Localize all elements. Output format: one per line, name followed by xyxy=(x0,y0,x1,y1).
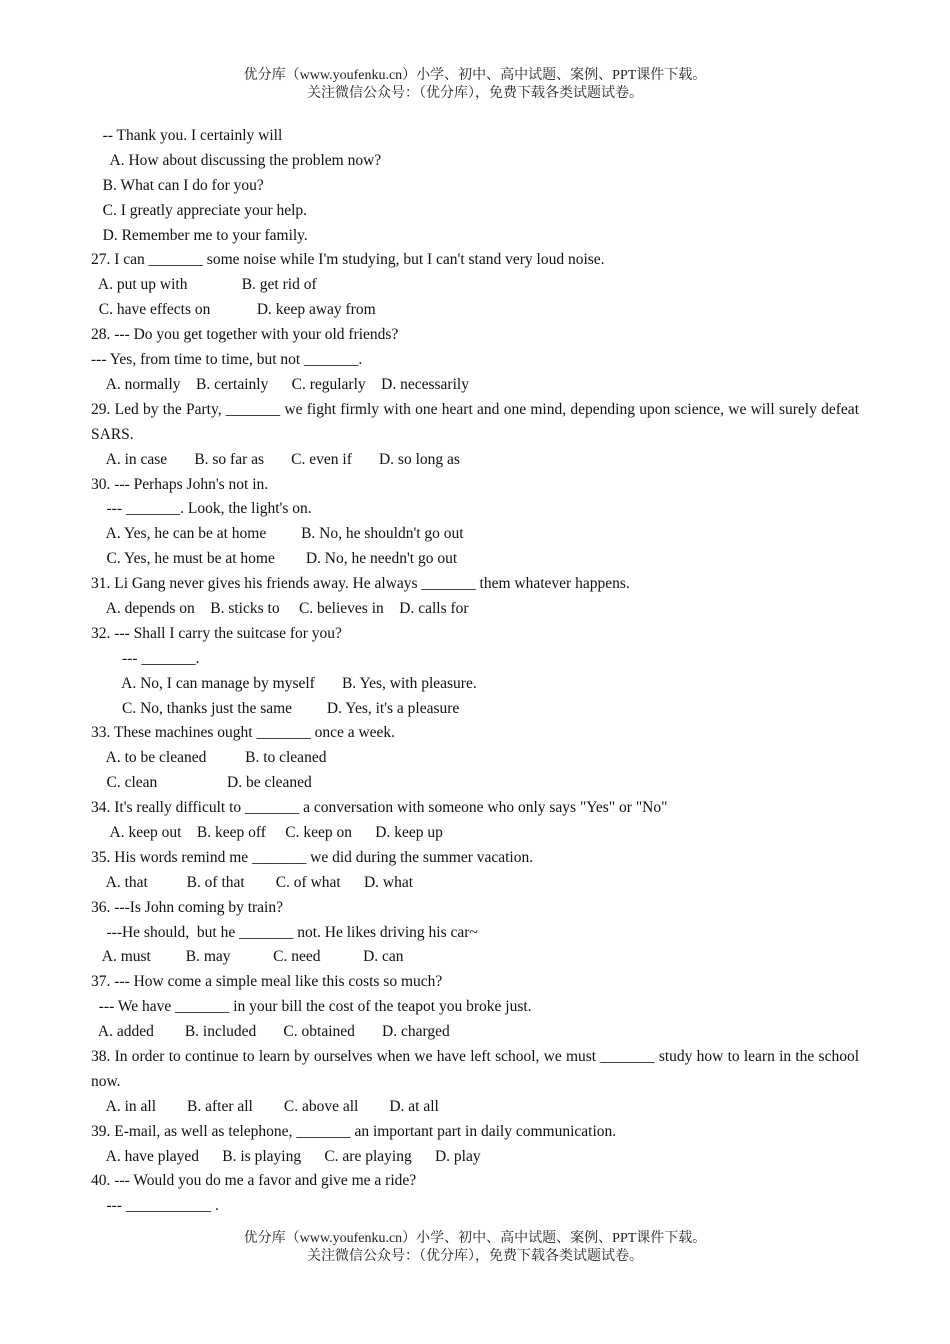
text-line: --- ___________ . xyxy=(91,1197,219,1215)
header-line-1: 优分库（www.youfenku.cn）小学、初中、高中试题、案例、PPT课件下载。 xyxy=(243,68,707,83)
options-line: C. No, thanks just the same D. Yes, it's a pleasure xyxy=(91,699,460,717)
text-line: D. Remember me to your family. xyxy=(91,226,308,244)
text-line: --- Yes, from time to time, but not _______. xyxy=(91,351,363,369)
question-36: 36. ---Is John coming by train? xyxy=(91,898,283,916)
options-line: C. Yes, he must be at home D. No, he needn't go out xyxy=(91,550,458,568)
text-line: ---He should, but he _______ not. He likes driving his car~ xyxy=(91,923,478,941)
question-33: 33. These machines ought _______ once a week. xyxy=(91,724,396,742)
question-31: 31. Li Gang never gives his friends away. He always _______ them whatever happens. xyxy=(91,575,630,593)
question-28: 28. --- Do you get together with your old friends? xyxy=(91,326,399,344)
question-39: 39. E-mail, as well as telephone, _______ an important part in daily communication. xyxy=(91,1122,617,1140)
question-38: 38. In order to continue to learn by ourselves when we have left school, we must _______ study how to learn in the school now. xyxy=(91,1047,859,1090)
text-line: C. I greatly appreciate your help. xyxy=(91,201,308,219)
options-line: A. that B. of that C. of what D. what xyxy=(91,873,414,891)
text-line: -- Thank you. I certainly will xyxy=(91,127,283,144)
question-37: 37. --- How come a simple meal like this costs so much? xyxy=(91,973,443,991)
options-line: A. have played B. is playing C. are playing D. play xyxy=(91,1147,481,1165)
question-30: 30. --- Perhaps John's not in. xyxy=(91,475,269,493)
options-line: A. depends on B. sticks to C. believes in D. calls for xyxy=(91,599,469,617)
footer-line-1: 优分库（www.youfenku.cn）小学、初中、高中试题、案例、PPT课件下载。 xyxy=(243,1231,707,1246)
options-line: A. added B. included C. obtained D. charged xyxy=(91,1023,450,1041)
options-line: A. to be cleaned B. to cleaned xyxy=(91,749,327,767)
text-line: A. How about discussing the problem now? xyxy=(91,151,382,169)
options-line: A. keep out B. keep off C. keep on D. keep up xyxy=(91,823,443,841)
options-line: A. put up with B. get rid of xyxy=(91,276,317,294)
header-line-2: 关注微信公众号：（优分库），免费下载各类试题试卷。 xyxy=(307,86,643,101)
options-line: A. No, I can manage by myself B. Yes, with pleasure. xyxy=(91,674,477,692)
text-line: --- We have _______ in your bill the cost of the teapot you broke just. xyxy=(91,998,532,1016)
options-line: A. in case B. so far as C. even if D. so long as xyxy=(91,450,460,468)
question-29: 29. Led by the Party, _______ we fight firmly with one heart and one mind, depending upon science, we will surely defeat SARS. xyxy=(91,400,859,443)
options-line: C. have effects on D. keep away from xyxy=(91,301,376,319)
options-line: A. Yes, he can be at home B. No, he shouldn't go out xyxy=(91,525,464,543)
options-line: A. in all B. after all C. above all D. at all xyxy=(91,1097,439,1115)
question-27: 27. I can _______ some noise while I'm studying, but I can't stand very loud noise. xyxy=(91,251,605,269)
question-32: 32. --- Shall I carry the suitcase for you? xyxy=(91,624,342,642)
page-header xyxy=(0,67,950,103)
options-line: A. normally B. certainly C. regularly D. necessarily xyxy=(91,375,469,393)
page-footer xyxy=(0,1230,950,1266)
text-line: B. What can I do for you? xyxy=(91,176,264,194)
options-line: C. clean D. be cleaned xyxy=(91,774,312,792)
question-34: 34. It's really difficult to _______ a conversation with someone who only says "Yes" or "No" xyxy=(91,799,668,817)
question-35: 35. His words remind me _______ we did during the summer vacation. xyxy=(91,848,534,866)
options-line: A. must B. may C. need D. can xyxy=(91,948,404,966)
question-content xyxy=(91,124,859,1219)
text-line: --- _______. Look, the light's on. xyxy=(91,500,312,518)
footer-line-2: 关注微信公众号：（优分库），免费下载各类试题试卷。 xyxy=(307,1249,643,1264)
text-line: --- _______. xyxy=(91,649,200,667)
question-40: 40. --- Would you do me a favor and give me a ride? xyxy=(91,1172,417,1190)
